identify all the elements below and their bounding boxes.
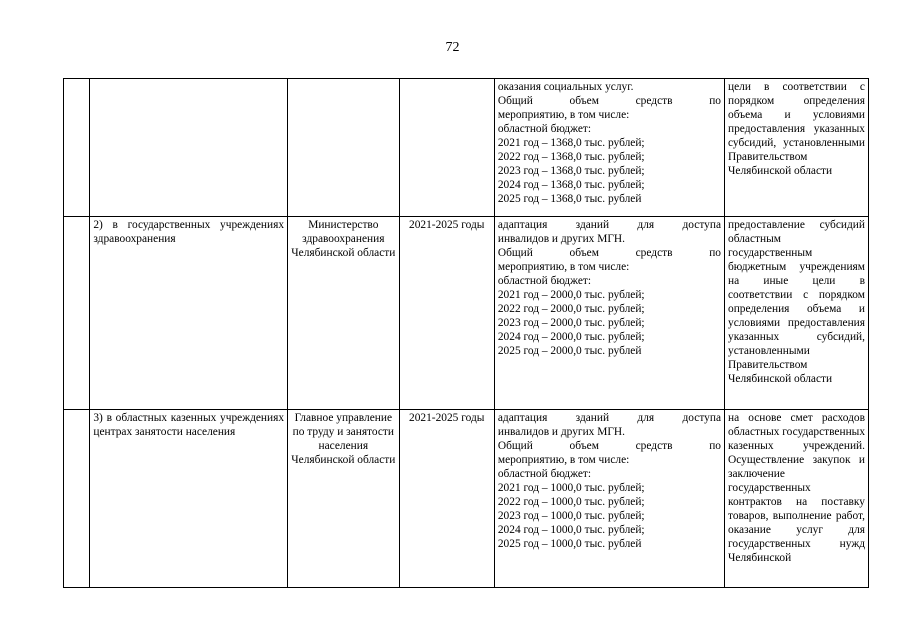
table-row (64, 217, 869, 410)
description-cell (494, 79, 724, 217)
description-line: областной бюджет: (497, 275, 592, 287)
description-line: адаптация зданий для доступа (497, 412, 721, 424)
description-line: оказания социальных услуг. (497, 81, 634, 93)
description-line: 2022 год – 2000,0 тыс. рублей; (497, 303, 645, 315)
executor-cell (288, 79, 400, 217)
description-cell (494, 410, 724, 588)
description-line: 2021 год – 1000,0 тыс. рублей; (497, 482, 645, 494)
description-line: мероприятию, в том числе: (497, 261, 630, 273)
term-cell (399, 79, 494, 217)
description-line: 2025 год – 2000,0 тыс. рублей (497, 345, 642, 357)
description-line: Общий объем средств по (497, 247, 721, 259)
row-number-cell (64, 79, 90, 217)
description-line: областной бюджет: (497, 468, 592, 480)
description-cell (494, 217, 724, 410)
description-line: Общий объем средств по (497, 95, 721, 107)
measures-table (63, 78, 869, 588)
description-line: областной бюджет: (497, 123, 592, 135)
description-line: 2024 год – 1000,0 тыс. рублей; (497, 524, 645, 536)
description-line: мероприятию, в том числе: (497, 109, 630, 121)
measure-name-cell: 2) в государственных учреждениях здравоохранения (90, 217, 288, 410)
term-cell: 2021-2025 годы (399, 410, 494, 588)
description-line: 2024 год – 1368,0 тыс. рублей; (497, 179, 645, 191)
table-row (64, 410, 869, 588)
description-line: 2022 год – 1368,0 тыс. рублей; (497, 151, 645, 163)
description-line: 2024 год – 2000,0 тыс. рублей; (497, 331, 645, 343)
page-number: 72 (445, 40, 460, 55)
description-line: 2025 год – 1000,0 тыс. рублей (497, 538, 642, 550)
executor-cell: Министерство здравоохранения Челябинской области (288, 217, 400, 410)
note-cell: на основе смет расходов областных государственных казенных учреждений. Осуществление закупок и заключение государственных контрактов на поставку товаров, выполнение работ, оказание услуг для государственных нужд Челябинской (725, 410, 869, 588)
term-cell: 2021-2025 годы (399, 217, 494, 410)
description-line: адаптация зданий для доступа (497, 219, 721, 231)
description-line: 2023 год – 2000,0 тыс. рублей; (497, 317, 645, 329)
note-cell: предоставление субсидий областным государственным бюджетным учреждениям на иные цели в соответствии с порядком определения объема и условиями предоставления указанных субсидий, установленными Правительством Челябинской области (725, 217, 869, 410)
description-line: 2025 год – 1368,0 тыс. рублей (497, 193, 642, 205)
row-number-cell (64, 410, 90, 588)
description-line: инвалидов и других МГН. (497, 233, 626, 245)
description-line: Общий объем средств по (497, 440, 721, 452)
note-cell: цели в соответствии с порядком определения объема и условиями предоставления указанных субсидий, установленными Правительством Челябинской области (725, 79, 869, 217)
description-line: 2021 год – 1368,0 тыс. рублей; (497, 137, 645, 149)
description-line: 2022 год – 1000,0 тыс. рублей; (497, 496, 645, 508)
row-number-cell (64, 217, 90, 410)
description-line: 2023 год – 1000,0 тыс. рублей; (497, 510, 645, 522)
description-line: 2021 год – 2000,0 тыс. рублей; (497, 289, 645, 301)
measure-name-cell (90, 79, 288, 217)
description-line: мероприятию, в том числе: (497, 454, 630, 466)
measure-name-cell: 3) в областных казенных учреждениях центрах занятости населения (90, 410, 288, 588)
table-row (64, 79, 869, 217)
description-line: инвалидов и других МГН. (497, 426, 626, 438)
executor-cell: Главное управление по труду и занятости населения Челябинской области (288, 410, 400, 588)
description-line: 2023 год – 1368,0 тыс. рублей; (497, 165, 645, 177)
